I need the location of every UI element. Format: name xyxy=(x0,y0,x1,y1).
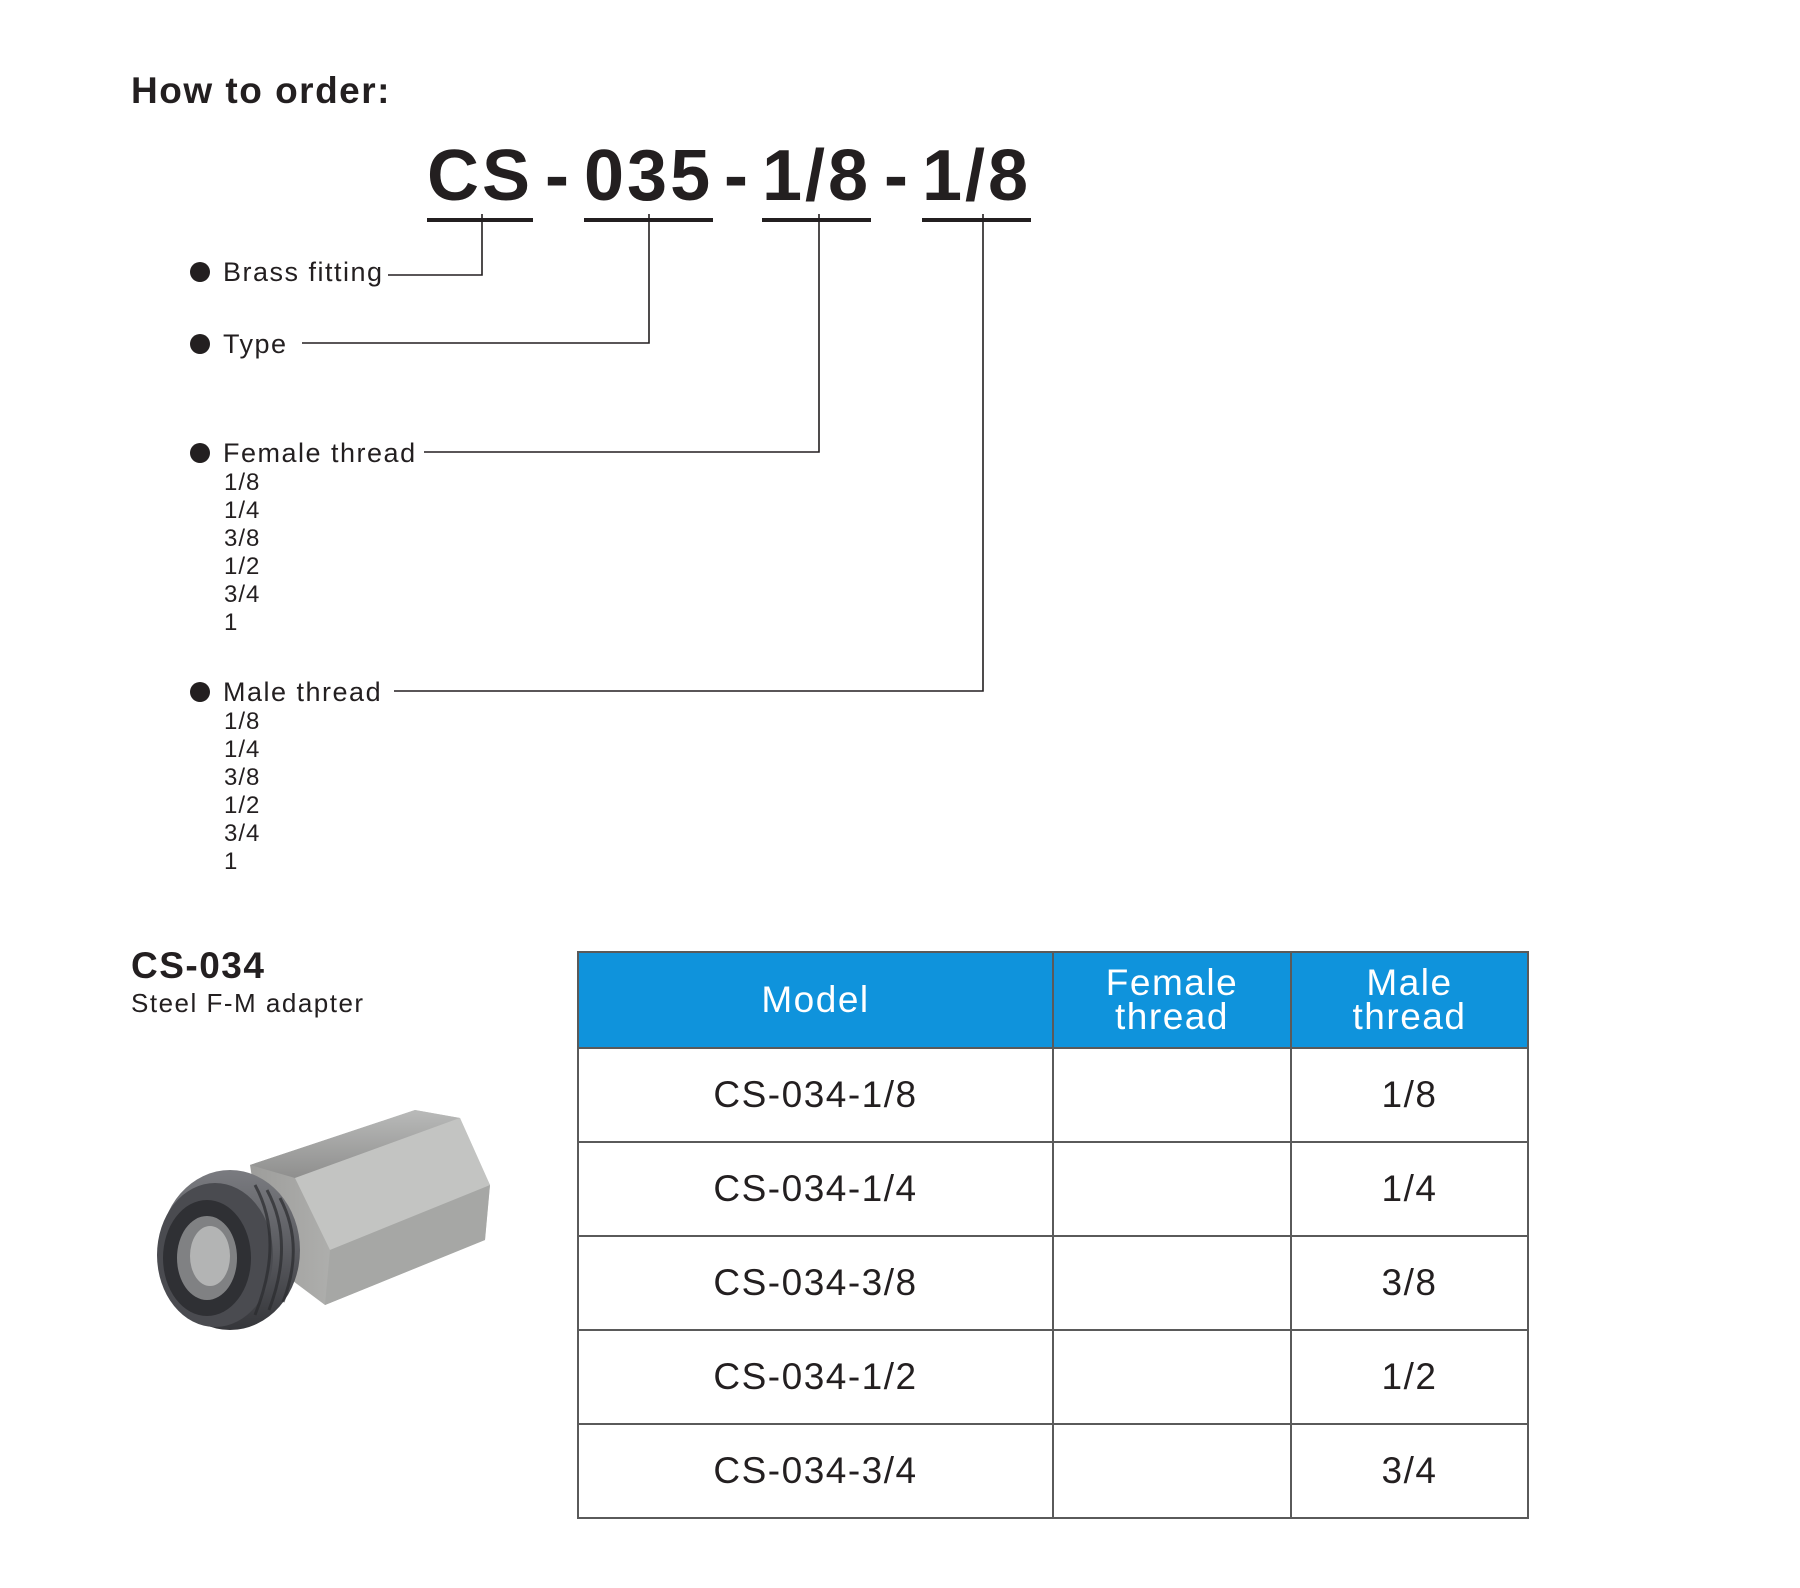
bullet-icon xyxy=(190,334,210,354)
bullet-icon xyxy=(190,262,210,282)
bullet-icon xyxy=(190,443,210,463)
legend-type: Type xyxy=(223,329,288,359)
code-separator: - xyxy=(884,136,908,216)
table-row xyxy=(578,1330,1528,1424)
code-separator: - xyxy=(545,136,569,216)
cell-male: 1/8 xyxy=(1291,1048,1528,1142)
female-option: 3/8 xyxy=(224,525,261,552)
cell-model: CS-034-1/4 xyxy=(578,1142,1053,1236)
cell-female xyxy=(1053,1048,1291,1142)
male-option: 1/8 xyxy=(224,708,261,735)
legend-female-thread: Female thread xyxy=(223,438,417,468)
column-header-male-thread xyxy=(1291,952,1528,1048)
cell-female xyxy=(1053,1236,1291,1330)
code-series-text: CS xyxy=(427,136,533,222)
cell-female xyxy=(1053,1142,1291,1236)
male-option: 1/4 xyxy=(224,736,261,763)
male-option: 1/2 xyxy=(224,792,261,819)
legend-brass-fitting: Brass fitting xyxy=(223,257,384,287)
spec-table xyxy=(577,951,1529,1519)
female-option: 1/4 xyxy=(224,497,261,524)
header-line: Female xyxy=(1105,962,1239,1003)
female-thread-options xyxy=(224,469,260,637)
male-option: 3/8 xyxy=(224,764,261,791)
table-row xyxy=(578,1424,1528,1518)
male-option: 3/4 xyxy=(224,820,261,847)
cell-female xyxy=(1053,1424,1291,1518)
code-male-text: 1/8 xyxy=(922,136,1031,222)
page-title: How to order: xyxy=(131,70,391,111)
column-header-model: Model xyxy=(578,952,1053,1048)
connector-brass xyxy=(388,214,482,275)
male-thread-options xyxy=(224,708,260,876)
code-type-text: 035 xyxy=(584,136,713,222)
product-subtitle: Steel F-M adapter xyxy=(131,988,365,1018)
male-option: 1 xyxy=(224,848,239,875)
cell-model: CS-034-1/8 xyxy=(578,1048,1053,1142)
bullet-icon xyxy=(190,682,210,702)
header-line: thread xyxy=(1115,996,1229,1037)
code-separator: - xyxy=(724,136,748,216)
cell-male: 3/4 xyxy=(1291,1424,1528,1518)
cell-male: 1/2 xyxy=(1291,1330,1528,1424)
table-row xyxy=(578,1048,1528,1142)
adapter-image xyxy=(135,1090,505,1370)
cell-model: CS-034-1/2 xyxy=(578,1330,1053,1424)
female-option: 3/4 xyxy=(224,581,261,608)
cell-male: 3/8 xyxy=(1291,1236,1528,1330)
cell-model: CS-034-3/4 xyxy=(578,1424,1053,1518)
female-option: 1/2 xyxy=(224,553,261,580)
column-header-female-thread xyxy=(1053,952,1291,1048)
code-female-text: 1/8 xyxy=(762,136,871,222)
table-row xyxy=(578,1142,1528,1236)
cell-male: 1/4 xyxy=(1291,1142,1528,1236)
connector-female xyxy=(424,214,819,452)
female-option: 1/8 xyxy=(224,469,261,496)
legend-male-thread: Male thread xyxy=(223,677,383,707)
table-row xyxy=(578,1236,1528,1330)
cell-model: CS-034-3/8 xyxy=(578,1236,1053,1330)
table-header-row xyxy=(578,952,1528,1048)
cell-female xyxy=(1053,1330,1291,1424)
female-option: 1 xyxy=(224,609,239,636)
header-line: thread xyxy=(1352,996,1467,1037)
header-line: Male xyxy=(1366,962,1453,1003)
product-title: CS-034 xyxy=(131,945,266,986)
